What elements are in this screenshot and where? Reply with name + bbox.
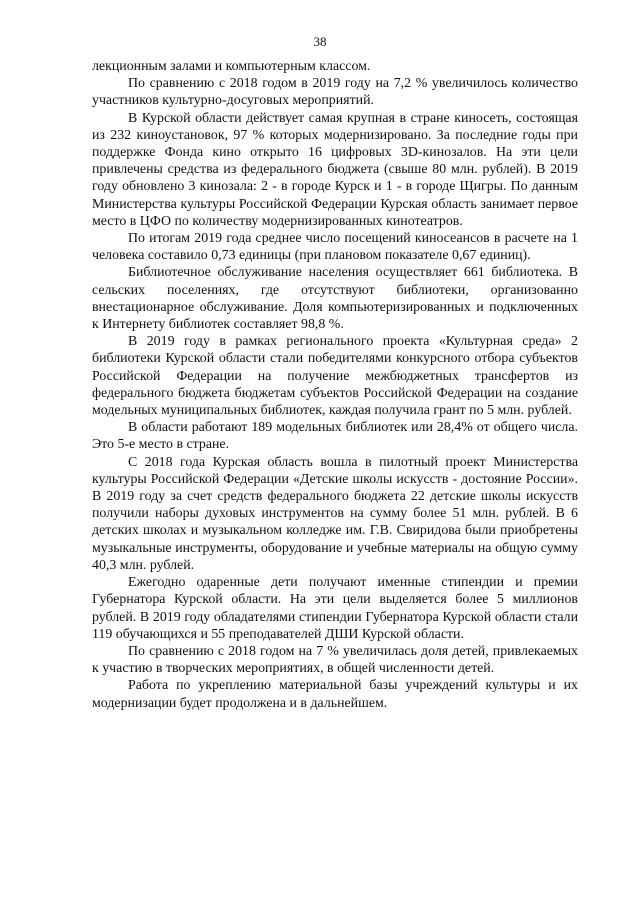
page-number: 38 bbox=[313, 34, 327, 49]
paragraph-lecture-halls: лекционным залами и компьютерным классом. bbox=[92, 59, 371, 74]
paragraph-cinema-network: В Курской области действует самая крупная в стране киносеть, состоящая из 232 киноустановок, 97 % которых модернизировано. За последние годы при поддержке Фонда кино открыто 16 цифровых 3D-кинозалов. На эти цели привлечены средства из федерального бюджета (свыше 80 млн. рублей). В 2019 году обновлено 3 кинозала: 2 - в городе Курск и 1 - в городе Щигры. По данным Министерства культуры Российской Федерации Курская область занимает первое место в ЦФО по количеству модернизированных кинотеатров. bbox=[92, 110, 578, 229]
paragraph-cultural-environment-project: В 2019 году в рамках регионального проекта «Культурная среда» 2 библиотеки Курской области стали победителями конкурсного отбора субъектов Российской Федерации на получение межбюджетных трансфертов из федерального бюджета бюджетам субъектов Российской Федерации на создание модельных муниципальных библиотек, каждая получила грант по 5 млн. рублей. bbox=[92, 334, 578, 419]
paragraph-material-base: Работа по укреплению материальной базы учреждений культуры и их модернизации будет продолжена и в дальнейшем. bbox=[92, 678, 578, 711]
paragraph-scholarships: Ежегодно одаренные дети получают именные стипендии и премии Губернатора Курской области. На эти цели выделяется более 5 миллионов рублей. В 2019 году обладателями стипендии Губернатора Курской области стали 119 обучающихся и 55 преподавателей ДШИ Курской области. bbox=[92, 575, 578, 642]
paragraph-model-libraries: В области работают 189 модельных библиотек или 28,4% от общего числа. Это 5-е место в стране. bbox=[92, 420, 578, 453]
paragraph-children-participation: По сравнению с 2018 годом на 7 % увеличилась доля детей, привлекаемых к участию в творческих мероприятиях, в общей численности детей. bbox=[92, 643, 578, 677]
paragraph-library-service: Библиотечное обслуживание населения осуществляет 661 библиотека. В сельских поселениях, где отсутствуют библиотеки, организованно внестационарное обслуживание. Доля компьютеризированных и подключенных к Интернету библиотек составляет 98,8 %. bbox=[92, 265, 578, 333]
paragraph-art-schools-project: С 2018 года Курская область вошла в пилотный проект Министерства культуры Российской Федерации «Детские школы искусств - достояние России». В 2019 году за счет средств федерального бюджета 22 детские школы искусств получили наборы духовых инструментов на сумму более 51 млн. рублей. В 6 детских школах и музыкальном колледже им. Г.В. Свиридова были приобретены музыкальные инструменты, оборудование и учебные материалы на общую сумму 40,3 млн. рублей. bbox=[92, 454, 578, 573]
document-body bbox=[92, 58, 578, 712]
paragraph-cultural-events: По сравнению с 2018 годом в 2019 году на 7,2 % увеличилось количество участников культурно-досуговых мероприятий. bbox=[92, 76, 578, 109]
paragraph-cinema-attendance: По итогам 2019 года среднее число посещений киносеансов в расчете на 1 человека составило 0,73 единицы (при плановом показателе 0,67 единиц). bbox=[92, 231, 578, 264]
